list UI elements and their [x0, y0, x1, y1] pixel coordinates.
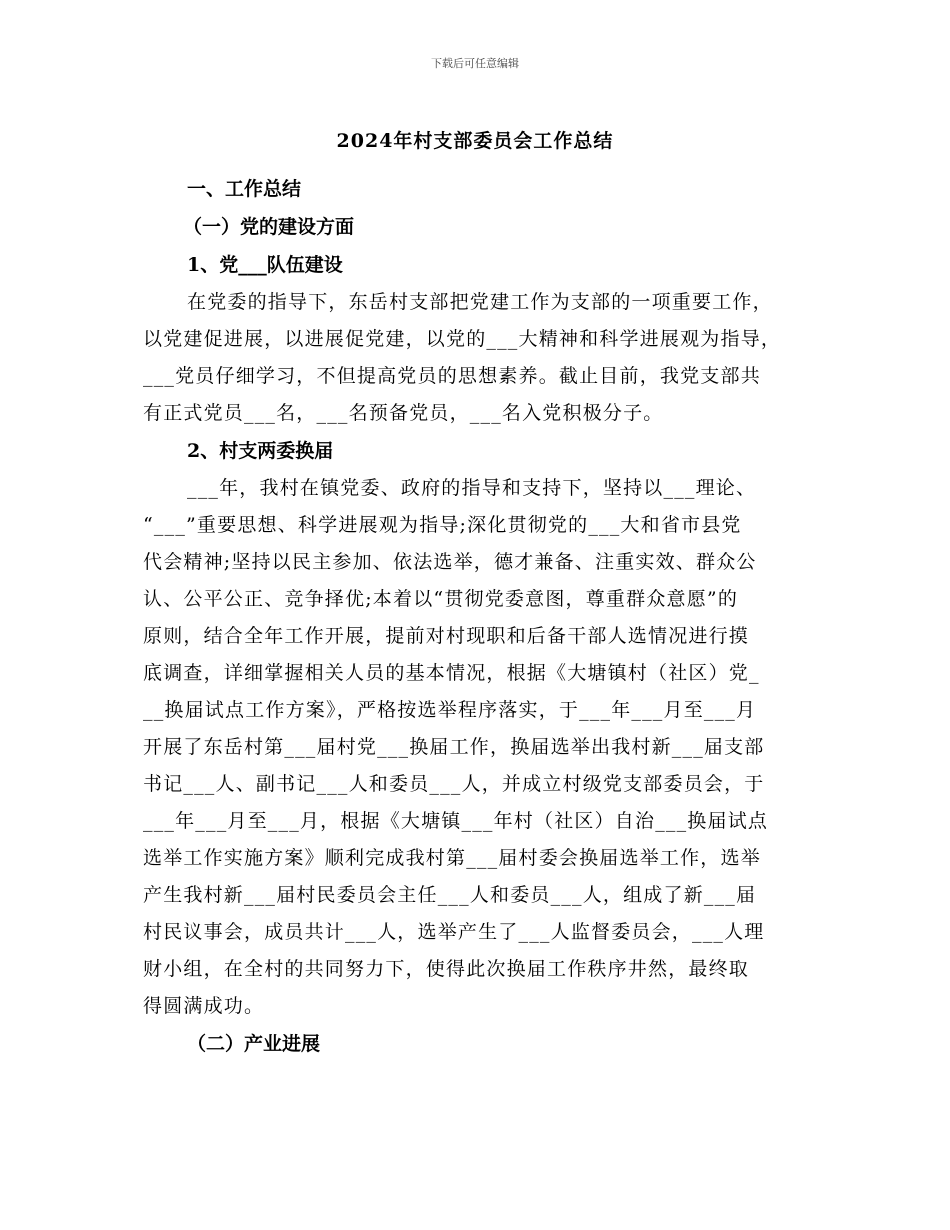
paragraph-line: 认、公平公正、竞争择优;本着以“贯彻党委意图，尊重群众意愿”的 [143, 588, 739, 610]
paragraph-line: “___”重要思想、科学进展观为指导;深化贯彻党的___大和省市县党 [143, 514, 742, 536]
paragraph-line: 财小组，在全村的共同努力下，使得此次换届工作秩序井然，最终取 [143, 958, 750, 980]
paragraph-line: 产生我村新___届村民委员会主任___人和委员___人，组成了新___届 [143, 884, 757, 906]
paragraph-line: 原则，结合全年工作开展，提前对村现职和后备干部人选情况进行摸 [143, 625, 750, 647]
paragraph-team-building [143, 284, 815, 432]
paragraph-line: 得圆满成功。 [143, 995, 265, 1017]
paragraph-line: 选举工作实施方案》顺利完成我村第___届村委会换届选举工作，选举 [143, 847, 761, 869]
paragraph-line: 开展了东岳村第___届村党___换届工作，换届选举出我村新___届支部 [143, 736, 765, 758]
page-title: 2024年村支部委员会工作总结 [336, 130, 614, 152]
paragraph-line: 底调查，详细掌握相关人员的基本情况，根据《大塘镇村（社区）党_ [143, 662, 760, 684]
item-heading-team-building: 1、党___队伍建设 [187, 254, 343, 276]
paragraph-line: 以党建促进展，以进展促党建，以党的___大精神和科学进展观为指导， [143, 328, 782, 350]
subsection-heading-industry: （二）产业进展 [187, 1033, 321, 1055]
paragraph-line: 代会精神;坚持以民主参加、依法选举，德才兼备、注重实效、群众公 [143, 551, 757, 573]
document-body [143, 170, 815, 1063]
paragraph-line: 书记___人、副书记___人和委员___人，并成立村级党支部委员会，于 [143, 773, 765, 795]
paragraph-election [143, 470, 815, 1025]
subsection-heading-party-building: （一）党的建设方面 [183, 216, 355, 238]
paragraph-line: 村民议事会，成员共计___人，选举产生了___人监督委员会，___人理 [143, 921, 765, 943]
paragraph-line: ___年___月至___月，根据《大塘镇___年村（社区）自治___换届试点 [143, 810, 769, 832]
paragraph-line: 在党委的指导下，东岳村支部把党建工作为支部的一项重要工作， [187, 291, 773, 313]
item-heading-election: 2、村支两委换届 [187, 440, 334, 462]
header-note: 下载后可任意编辑 [431, 57, 519, 70]
paragraph-line: 有正式党员___名，___名预备党员，___名入党积极分子。 [143, 402, 664, 424]
paragraph-line: ___党员仔细学习，不但提高党员的思想素养。截止目前，我党支部共 [143, 365, 761, 387]
paragraph-line: __换届试点工作方案》，严格按选举程序落实，于___年___月至___月 [143, 699, 757, 721]
paragraph-line: ___年，我村在镇党委、政府的指导和支持下，坚持以___理论、 [187, 477, 757, 499]
section-heading-work-summary: 一、工作总结 [187, 178, 302, 200]
